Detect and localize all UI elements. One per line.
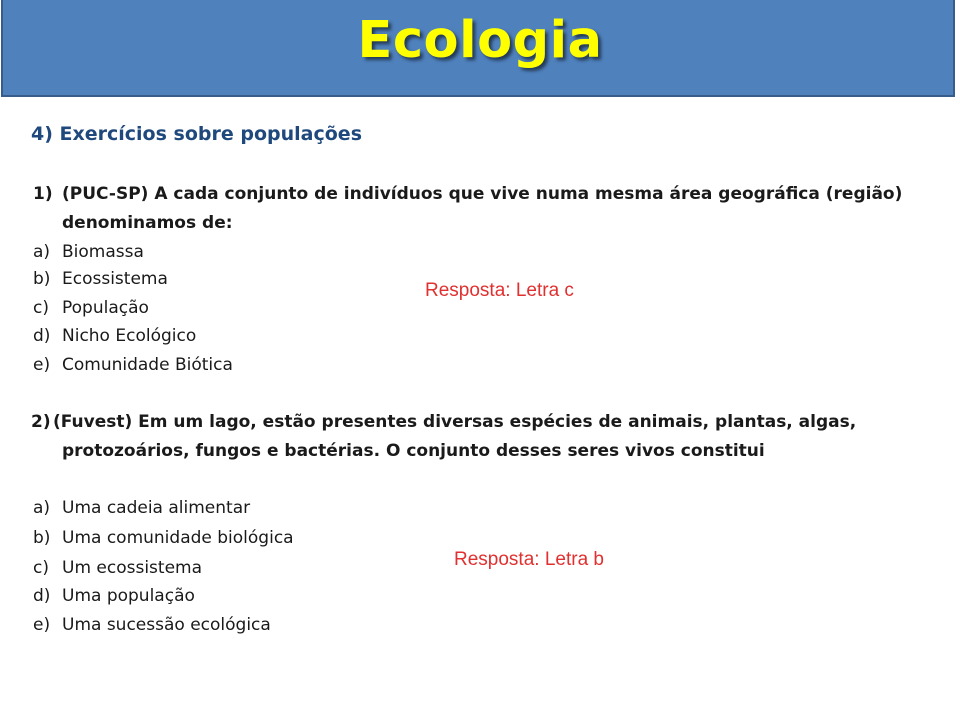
slide-title: Ecologia (357, 11, 603, 70)
option-text: População (62, 298, 149, 318)
option-letter: e) (33, 615, 51, 635)
option-text: Uma cadeia alimentar (62, 498, 251, 518)
question-2-text-line-2: protozoários, fungos e bactérias. O conjunto desses seres vivos constitui (62, 441, 765, 461)
option-letter: b) (33, 269, 51, 289)
question-1-answer: Resposta: Letra c (425, 280, 574, 301)
option-letter: c) (33, 558, 49, 578)
question-2-answer: Resposta: Letra b (454, 549, 604, 570)
option-letter: e) (33, 355, 51, 375)
section-heading: 4) Exercícios sobre populações (31, 123, 362, 145)
question-1-number: 1) (33, 184, 53, 204)
option-text: Biomassa (62, 242, 144, 262)
option-text: Uma população (62, 586, 195, 606)
option-letter: d) (33, 326, 51, 346)
option-text: Comunidade Biótica (62, 355, 233, 375)
option-text: Nicho Ecológico (62, 326, 197, 346)
question-1-text-line-2: denominamos de: (62, 213, 233, 233)
option-letter: d) (33, 586, 51, 606)
option-letter: c) (33, 298, 49, 318)
option-letter: a) (33, 498, 51, 518)
option-letter: a) (33, 242, 51, 262)
option-text: Uma sucessão ecológica (62, 615, 271, 635)
option-text: Um ecossistema (62, 558, 203, 578)
question-2-text-line-1: (Fuvest) Em um lago, estão presentes diversas espécies de animais, plantas, algas, (53, 412, 857, 432)
question-1-text-line-1: (PUC-SP) A cada conjunto de indivíduos que vive numa mesma área geográfica (região) (62, 184, 903, 204)
option-letter: b) (33, 528, 51, 548)
question-2-number: 2) (31, 412, 51, 432)
option-text: Ecossistema (62, 269, 168, 289)
option-text: Uma comunidade biológica (62, 528, 294, 548)
